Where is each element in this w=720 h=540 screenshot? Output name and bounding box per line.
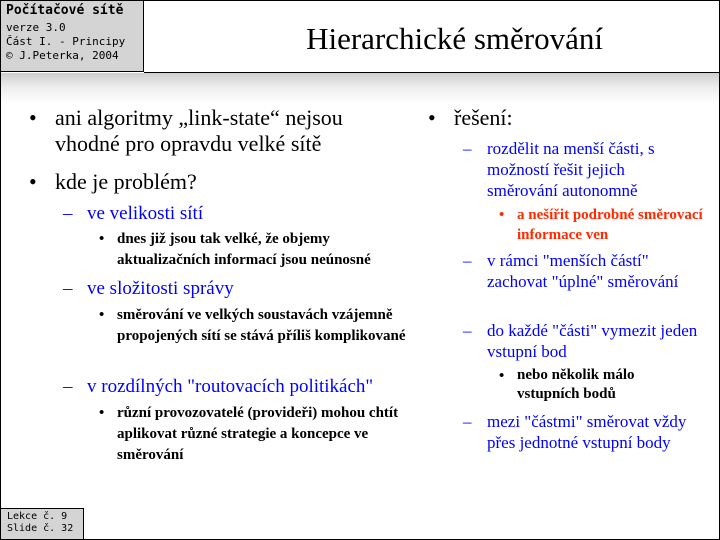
lesson-number: Lekce č. 9 bbox=[7, 511, 68, 522]
bullet-dot: • bbox=[499, 207, 505, 223]
slide-number: Slide č. 32 bbox=[7, 523, 74, 534]
left-sub-2-text: ve složitosti správy bbox=[87, 278, 234, 299]
right-sub-4 bbox=[463, 411, 699, 453]
right-sub-3 bbox=[463, 320, 699, 362]
right-bullet-1-text: řešení: bbox=[454, 105, 513, 130]
left-bullet-1-text: ani algoritmy „link-state“ nejsou vhodné pro opravdu velké sítě bbox=[55, 105, 343, 156]
bullet-dot: • bbox=[29, 169, 37, 194]
left-sub-3-detail-text: různí provozovatelé (provideři) mohou chtít aplikovat různé strategie a koncepce ve směrování bbox=[117, 405, 399, 463]
right-sub-1 bbox=[463, 138, 699, 201]
right-sub-1-text: rozdělit na menší části, s možností řešit jejich směrování autonomně bbox=[487, 139, 655, 200]
left-bullet-2-text: kde je problém? bbox=[55, 169, 197, 194]
bullet-dash: – bbox=[463, 139, 472, 158]
left-bullet-1 bbox=[29, 105, 409, 157]
bullet-dash: – bbox=[63, 278, 73, 299]
bullet-dash: – bbox=[463, 251, 472, 270]
left-sub-3-text: v rozdílných "routovacích politikách" bbox=[87, 376, 374, 397]
left-sub-3 bbox=[63, 376, 413, 398]
slide-number-box bbox=[1, 508, 84, 539]
course-info-box bbox=[1, 1, 144, 72]
slide-title: Hierarchické směrování bbox=[306, 21, 603, 56]
left-sub-1-detail-text: dnes již jsou tak velké, že objemy aktualizačních informací jsou neúnosné bbox=[117, 231, 371, 268]
left-sub-3-detail bbox=[99, 403, 419, 466]
left-sub-2 bbox=[63, 278, 413, 300]
left-sub-2-detail-text: směrování ve velkých soustavách vzájemně propojených sítí se stává příliš komplikované bbox=[117, 307, 406, 344]
right-sub-2 bbox=[463, 250, 699, 292]
left-sub-1-detail bbox=[99, 229, 419, 271]
course-name: Počítačové sítě bbox=[6, 3, 124, 18]
left-sub-1-text: ve velikosti sítí bbox=[87, 203, 204, 224]
bullet-dot: • bbox=[499, 368, 505, 384]
title-bar bbox=[144, 1, 719, 73]
right-sub-3-detail bbox=[499, 366, 699, 404]
left-sub-1 bbox=[63, 203, 413, 225]
right-sub-1-detail-text: a nešířit podrobné směrovací informace ven bbox=[517, 207, 703, 243]
bullet-dot: • bbox=[428, 105, 436, 130]
slide-body bbox=[1, 73, 719, 539]
right-sub-4-text: mezi "částmi" směrovat vždy přes jednotné vstupní body bbox=[487, 412, 687, 452]
part-label: Část I. - Principy bbox=[6, 35, 126, 48]
bullet-dash: – bbox=[463, 412, 472, 431]
bullet-dot: • bbox=[29, 105, 37, 130]
bullet-dot: • bbox=[99, 405, 105, 421]
left-bullet-2 bbox=[29, 169, 409, 195]
bullet-dot: • bbox=[99, 307, 105, 323]
right-sub-3-text: do každé "části" vymezit jeden vstupní bod bbox=[487, 321, 698, 361]
bullet-dash: – bbox=[63, 376, 73, 397]
version-label: verze 3.0 bbox=[6, 21, 66, 34]
bullet-dot: • bbox=[99, 231, 105, 247]
right-sub-2-text: v rámci "menších částí" zachovat "úplné" směrování bbox=[487, 251, 679, 291]
author-label: © J.Peterka, 2004 bbox=[6, 49, 119, 62]
right-bullet-1 bbox=[428, 105, 698, 131]
left-sub-2-detail bbox=[99, 305, 419, 347]
bullet-dash: – bbox=[463, 321, 472, 340]
bullet-dash: – bbox=[63, 203, 73, 224]
right-sub-3-detail-text: nebo několik málo vstupních bodů bbox=[517, 367, 635, 402]
right-sub-1-detail bbox=[499, 205, 711, 245]
